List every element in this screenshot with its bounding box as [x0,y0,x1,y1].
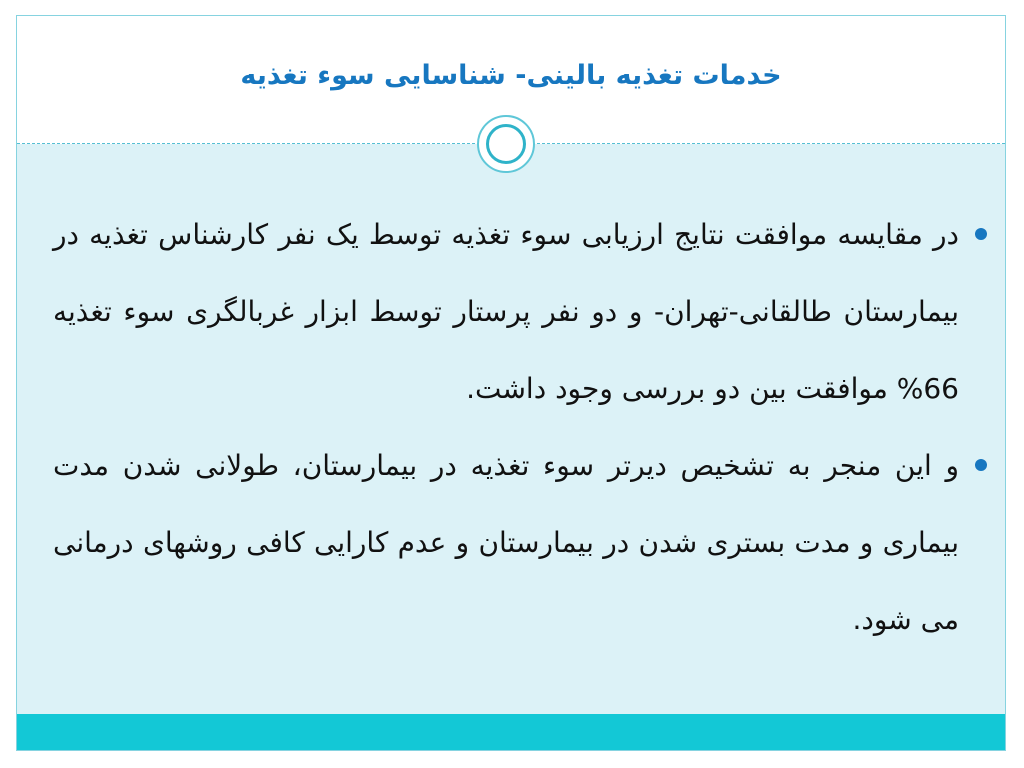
circle-ornament-inner-ring [486,124,526,164]
bullet-dot-icon [975,459,987,471]
bullet-text: و این منجر به تشخیص دیرتر سوء تغذیه در بیمارستان، طولانی شدن مدت بیماری و مدت بستری شدن در بیمارستان و عدم کارایی کافی روشهای درمانی می شود. [53,449,959,636]
footer-bar [17,714,1005,750]
slide-title: خدمات تغذیه بالینی- شناسایی سوء تغذیه [240,60,782,91]
bullet-dot-icon [975,228,987,240]
bullet-text: در مقایسه موافقت نتایج ارزیابی سوء تغذیه توسط یک نفر کارشناس تغذیه در بیمارستان طالقانی-تهران- و دو نفر پرستار توسط ابزار غربالگری سوء تغذیه 66% موافقت بین دو بررسی وجود داشت. [53,218,959,405]
bullet-list [53,196,993,658]
slide-content [17,144,1005,715]
bullet-item [53,196,993,427]
slide-frame [16,15,1006,751]
circle-ornament-icon [477,115,535,173]
bullet-item [53,427,993,658]
